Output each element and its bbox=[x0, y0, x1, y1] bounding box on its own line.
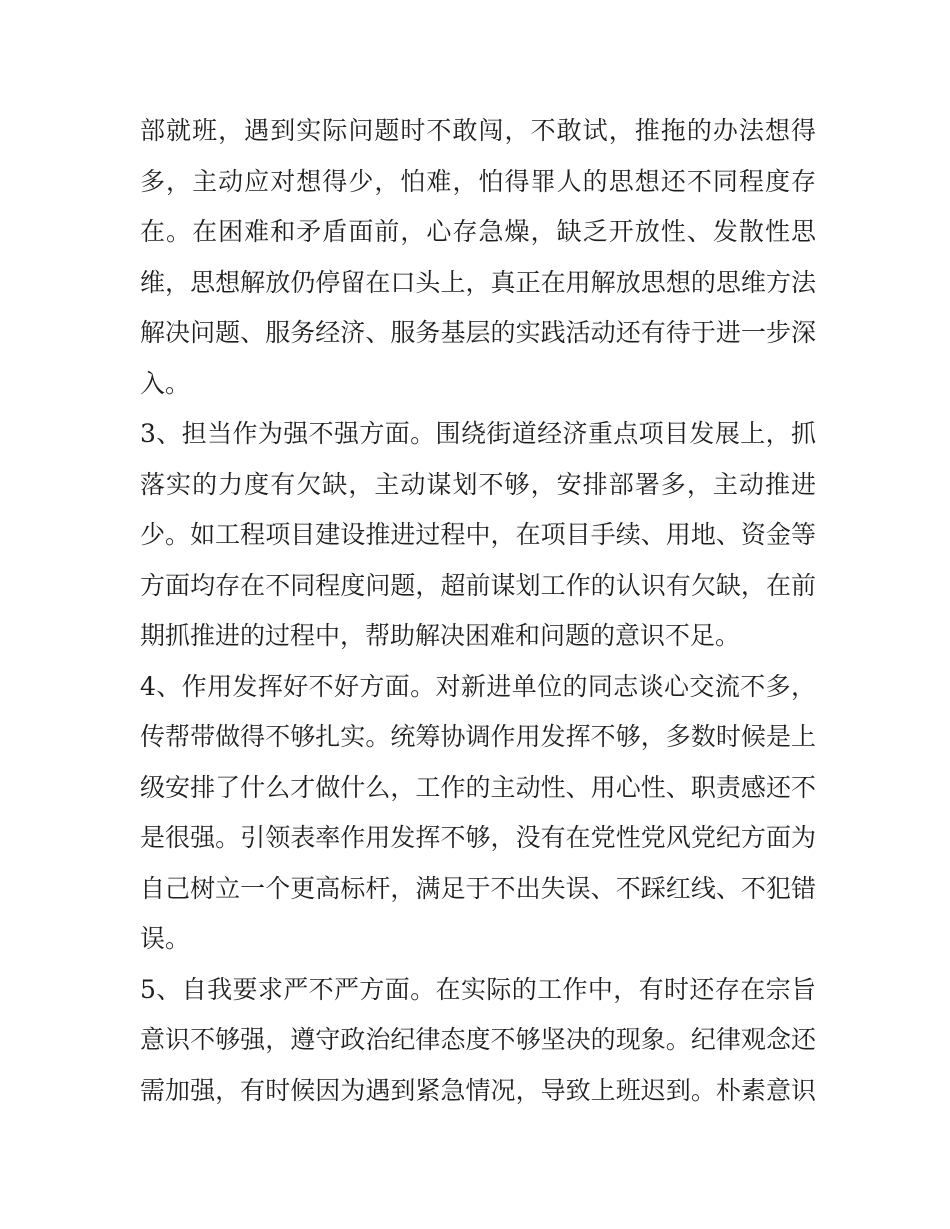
text-line: 是很强。引领表率作用发挥不够，没有在党性党风党纪方面为 bbox=[140, 823, 816, 852]
text-line: 期抓推进的过程中，帮助解决困难和问题的意识不足。 bbox=[140, 621, 741, 650]
text-line: 5、自我要求严不严方面。在实际的工作中，有时还存在宗旨 bbox=[140, 974, 816, 1004]
text-line: 入。 bbox=[140, 368, 191, 398]
paragraph-continuation bbox=[140, 106, 816, 409]
paragraph-item-3 bbox=[140, 409, 816, 662]
text-line: 维，思想解放仍停留在口头上，真正在用解放思想的思维方法 bbox=[140, 267, 816, 297]
text-line: 落实的力度有欠缺，主动谋划不够，安排部署多，主动推进 bbox=[140, 469, 816, 499]
text-line: 传帮带做得不够扎实。统筹协调作用发挥不够，多数时候是上 bbox=[140, 722, 816, 751]
paragraph-item-4 bbox=[140, 662, 816, 965]
text-line: 在。在困难和矛盾面前，心存急燥，缺乏开放性、发散性思 bbox=[140, 217, 816, 246]
text-line: 部就班，遇到实际问题时不敢闯，不敢试，推拖的办法想得 bbox=[140, 116, 816, 145]
paragraph-item-5 bbox=[140, 965, 816, 1117]
text-line: 解决问题、服务经济、服务基层的实践活动还有待于进一步深 bbox=[140, 318, 816, 347]
document-body bbox=[140, 106, 816, 1116]
text-line: 方面均存在不同程度问题，超前谋划工作的认识有欠缺，在前 bbox=[140, 570, 816, 600]
text-line: 少。如工程项目建设推进过程中，在项目手续、用地、资金等 bbox=[140, 520, 816, 549]
text-line: 4、作用发挥好不好方面。对新进单位的同志谈心交流不多， bbox=[140, 671, 816, 701]
text-line: 多，主动应对想得少，怕难，怕得罪人的思想还不同程度存 bbox=[140, 166, 816, 196]
text-line: 3、担当作为强不强方面。围绕街道经济重点项目发展上，抓 bbox=[140, 419, 816, 448]
text-line: 误。 bbox=[140, 924, 191, 953]
text-line: 意识不够强，遵守政治纪律态度不够坚决的现象。纪律观念还 bbox=[140, 1025, 816, 1054]
text-line: 自己树立一个更高标杆，满足于不出失误、不踩红线、不犯错 bbox=[140, 873, 816, 903]
text-line: 需加强，有时候因为遇到紧急情况，导致上班迟到。朴素意识 bbox=[140, 1075, 816, 1105]
text-line: 级安排了什么才做什么，工作的主动性、用心性、职责感还不 bbox=[140, 772, 816, 802]
